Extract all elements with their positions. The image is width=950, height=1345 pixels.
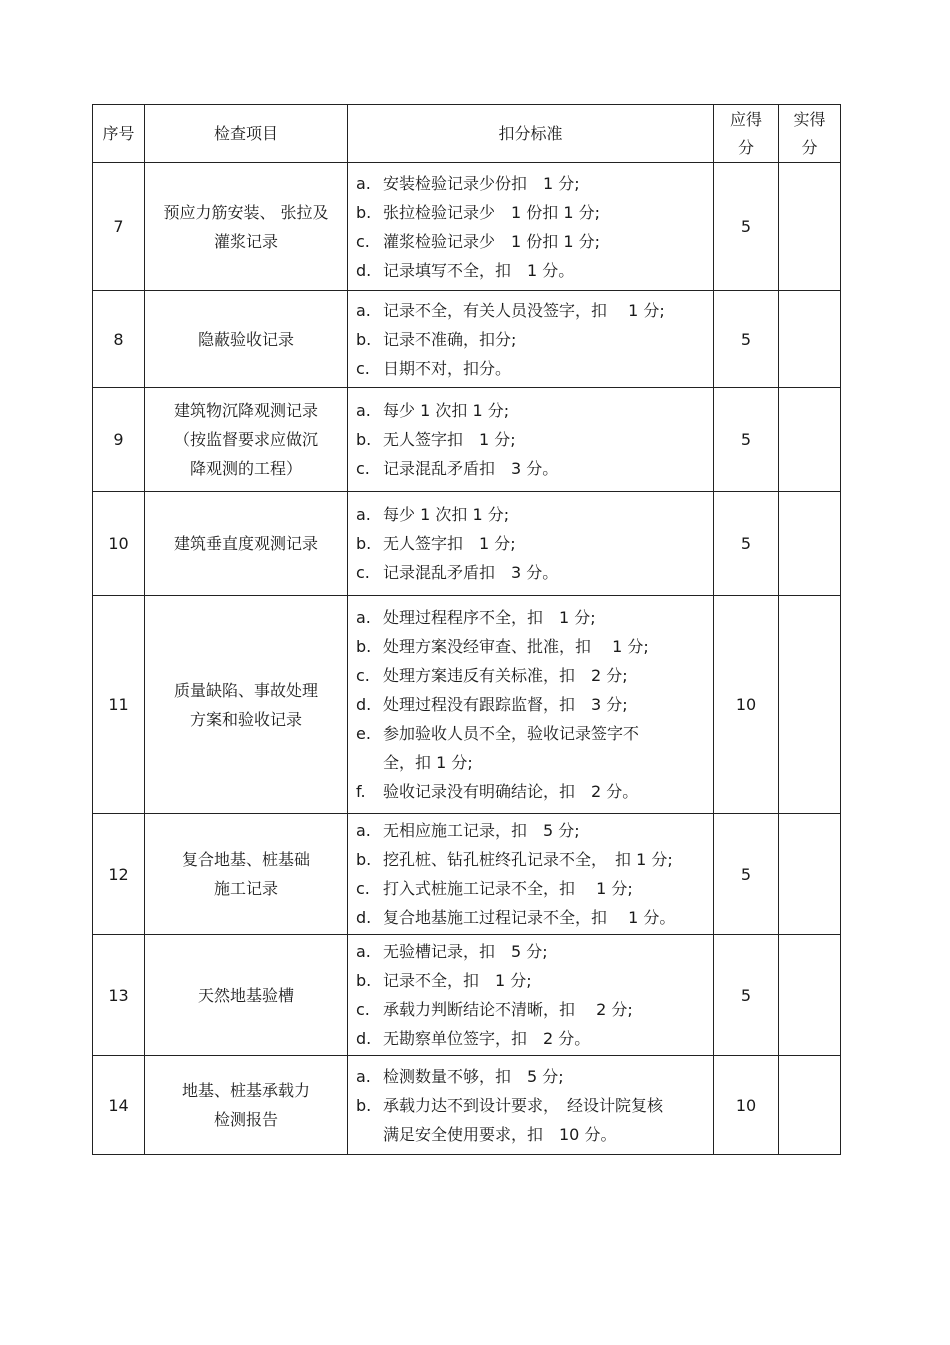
header-actual-score: [779, 105, 841, 163]
criteria-line: [356, 256, 713, 285]
criteria-text: 记录不全，扣 1 分;: [383, 971, 532, 990]
max-score: 10: [714, 1056, 779, 1155]
criteria-text: 安装检验记录少份扣 1 分;: [383, 173, 580, 193]
criteria-line: [356, 966, 713, 995]
criteria-letter: b.: [356, 534, 372, 553]
actual-score-cell[interactable]: [779, 492, 841, 596]
criteria-text: 记录混乱矛盾扣 3 分。: [383, 563, 559, 582]
criteria-text: 全，扣 1 分;: [383, 753, 473, 772]
row-number: 13: [93, 935, 145, 1056]
criteria-letter: c.: [356, 666, 370, 685]
max-score: 5: [714, 163, 779, 291]
check-item-line: 降观测的工程）: [189, 459, 302, 478]
criteria-letter: [356, 748, 383, 777]
header-no: 序号: [93, 105, 145, 163]
criteria-letter: a.: [356, 608, 371, 627]
actual-score-cell[interactable]: [779, 1056, 841, 1155]
criteria-text: 无勘察单位签字，扣 2 分。: [383, 1029, 591, 1048]
criteria-line: [356, 903, 713, 932]
check-item: [145, 596, 348, 814]
criteria-letter: f.: [356, 782, 366, 801]
table-row: [93, 492, 841, 596]
deduction-criteria: [348, 1056, 714, 1155]
criteria-text: 打入式桩施工记录不全，扣 1 分;: [383, 879, 633, 898]
criteria-text: 承载力判断结论不清晰，扣 2 分;: [383, 1000, 633, 1019]
table-row: [93, 291, 841, 388]
criteria-letter: c.: [356, 563, 370, 582]
criteria-line: [356, 198, 713, 227]
criteria-text: 记录不准确，扣分;: [383, 329, 517, 349]
row-number: 7: [93, 163, 145, 291]
table-row: [93, 596, 841, 814]
max-score: 5: [714, 388, 779, 492]
criteria-letter: a.: [356, 821, 371, 840]
criteria-line: [356, 816, 713, 845]
check-item-line: 质量缺陷、事故处理: [173, 680, 318, 700]
check-item: [145, 291, 348, 388]
criteria-letter: b.: [356, 329, 372, 349]
criteria-letter: b.: [356, 1095, 372, 1115]
deduction-criteria: [348, 596, 714, 814]
criteria-line: [356, 937, 713, 966]
criteria-line: [356, 632, 713, 661]
criteria-line: [356, 558, 713, 587]
table-body: [93, 163, 841, 1155]
criteria-text: 无人签字扣 1 分;: [383, 430, 516, 449]
actual-score-cell[interactable]: [779, 935, 841, 1056]
actual-score-cell[interactable]: [779, 596, 841, 814]
criteria-line: [356, 425, 713, 454]
criteria-text: 记录混乱矛盾扣 3 分。: [383, 459, 559, 478]
criteria-line: [356, 995, 713, 1024]
criteria-text: 记录填写不全，扣 1 分。: [383, 260, 575, 280]
check-item-line: 天然地基验槽: [197, 985, 294, 1005]
deduction-criteria: [348, 291, 714, 388]
check-item: [145, 388, 348, 492]
table-row: [93, 935, 841, 1056]
criteria-text: 承载力达不到设计要求， 经设计院复核: [383, 1095, 664, 1115]
criteria-line: [356, 169, 713, 198]
criteria-letter: a.: [356, 401, 371, 420]
row-number: 9: [93, 388, 145, 492]
criteria-letter: c.: [356, 358, 370, 378]
header-criteria: 扣分标准: [348, 105, 714, 163]
check-item: [145, 492, 348, 596]
header-max-score-line1: 应得: [729, 109, 762, 129]
criteria-letter: e.: [356, 724, 371, 743]
check-item-line: （按监督要求应做沉: [173, 430, 318, 449]
criteria-line: [356, 874, 713, 903]
score-table: [92, 104, 841, 1155]
header-actual-score-line1: 实得: [793, 109, 826, 129]
criteria-letter: b.: [356, 971, 372, 990]
criteria-letter: d.: [356, 695, 372, 714]
check-item: [145, 163, 348, 291]
criteria-line: [356, 500, 713, 529]
criteria-text: 满足安全使用要求，扣 10 分。: [383, 1124, 617, 1144]
criteria-line: [356, 529, 713, 558]
header-row: [93, 105, 841, 163]
deduction-criteria: [348, 814, 714, 935]
criteria-line: [356, 777, 713, 806]
actual-score-cell[interactable]: [779, 291, 841, 388]
check-item: [145, 935, 348, 1056]
max-score: 5: [714, 814, 779, 935]
max-score: 5: [714, 935, 779, 1056]
criteria-letter: d.: [356, 1029, 372, 1048]
criteria-text: 处理方案没经审查、批准，扣 1 分;: [383, 637, 649, 656]
table-row: [93, 163, 841, 291]
criteria-letter: a.: [356, 505, 371, 524]
criteria-letter: a.: [356, 942, 371, 961]
criteria-letter: c.: [356, 231, 370, 251]
check-item-line: 建筑垂直度观测记录: [173, 534, 318, 553]
max-score: 10: [714, 596, 779, 814]
criteria-text: 处理过程没有跟踪监督，扣 3 分;: [383, 695, 628, 714]
max-score: 5: [714, 291, 779, 388]
criteria-text: 参加验收人员不全，验收记录签字不: [383, 724, 640, 743]
table-row: [93, 388, 841, 492]
criteria-line: [356, 603, 713, 632]
criteria-text: 灌浆检验记录少 1 份扣 1 分;: [383, 231, 601, 251]
criteria-text: 处理过程程序不全，扣 1 分;: [383, 608, 596, 627]
criteria-line: [356, 748, 713, 777]
check-item-line: 复合地基、桩基础: [181, 850, 310, 869]
check-item: [145, 814, 348, 935]
criteria-text: 验收记录没有明确结论，扣 2 分。: [383, 782, 639, 801]
criteria-letter: c.: [356, 1000, 370, 1019]
criteria-text: 张拉检验记录少 1 份扣 1 分;: [383, 202, 601, 222]
check-item-line: 地基、桩基承载力: [181, 1081, 310, 1100]
criteria-letter: a.: [356, 1066, 371, 1086]
criteria-text: 日期不对，扣分。: [383, 358, 512, 378]
check-item-line: 灌浆记录: [213, 231, 278, 251]
row-number: 11: [93, 596, 145, 814]
actual-score-cell[interactable]: [779, 163, 841, 291]
deduction-criteria: [348, 935, 714, 1056]
deduction-criteria: [348, 163, 714, 291]
actual-score-cell[interactable]: [779, 388, 841, 492]
criteria-letter: c.: [356, 459, 370, 478]
criteria-letter: a.: [356, 300, 371, 320]
row-number: 10: [93, 492, 145, 596]
criteria-text: 处理方案违反有关标准，扣 2 分;: [383, 666, 628, 685]
criteria-text: 无人签字扣 1 分;: [383, 534, 516, 553]
row-number: 12: [93, 814, 145, 935]
criteria-line: [356, 454, 713, 483]
criteria-line: [356, 296, 713, 325]
criteria-line: [356, 354, 713, 383]
criteria-letter: b.: [356, 850, 372, 869]
criteria-line: [356, 845, 713, 874]
table-row: [93, 814, 841, 935]
header-item: 检查项目: [145, 105, 348, 163]
check-item-line: 检测报告: [213, 1110, 278, 1129]
actual-score-cell[interactable]: [779, 814, 841, 935]
criteria-text: 无验槽记录，扣 5 分;: [383, 942, 548, 961]
check-item-line: 隐蔽验收记录: [197, 329, 294, 349]
table-row: [93, 1056, 841, 1155]
check-item-line: 建筑物沉降观测记录: [173, 401, 318, 420]
row-number: 14: [93, 1056, 145, 1155]
criteria-line: [356, 661, 713, 690]
check-item-line: 施工记录: [213, 879, 278, 898]
row-number: 8: [93, 291, 145, 388]
criteria-letter: b.: [356, 637, 372, 656]
check-item: [145, 1056, 348, 1155]
criteria-text: 每少 1 次扣 1 分;: [383, 401, 510, 420]
criteria-line: [356, 325, 713, 354]
criteria-text: 每少 1 次扣 1 分;: [383, 505, 510, 524]
deduction-criteria: [348, 492, 714, 596]
criteria-letter: [356, 1120, 383, 1149]
criteria-text: 无相应施工记录，扣 5 分;: [383, 821, 580, 840]
criteria-line: [356, 719, 713, 748]
criteria-text: 记录不全，有关人员没签字，扣 1 分;: [383, 300, 665, 320]
criteria-line: [356, 1120, 713, 1149]
deduction-criteria: [348, 388, 714, 492]
criteria-text: 挖孔桩、钻孔桩终孔记录不全， 扣 1 分;: [383, 850, 673, 869]
criteria-letter: b.: [356, 202, 372, 222]
check-item-line: 方案和验收记录: [189, 709, 302, 729]
criteria-letter: b.: [356, 430, 372, 449]
check-item-line: 预应力筋安装、 张拉及: [163, 202, 329, 222]
criteria-line: [356, 1024, 713, 1053]
criteria-line: [356, 690, 713, 719]
criteria-line: [356, 227, 713, 256]
criteria-text: 复合地基施工过程记录不全，扣 1 分。: [383, 908, 676, 927]
criteria-line: [356, 1062, 713, 1091]
header-max-score: [714, 105, 779, 163]
criteria-letter: a.: [356, 173, 371, 193]
criteria-letter: d.: [356, 908, 372, 927]
criteria-letter: c.: [356, 879, 370, 898]
criteria-line: [356, 1091, 713, 1120]
criteria-line: [356, 396, 713, 425]
criteria-text: 检测数量不够，扣 5 分;: [383, 1066, 564, 1086]
criteria-letter: d.: [356, 260, 372, 280]
header-actual-score-line2: 分: [801, 137, 818, 157]
max-score: 5: [714, 492, 779, 596]
header-max-score-line2: 分: [737, 137, 754, 157]
